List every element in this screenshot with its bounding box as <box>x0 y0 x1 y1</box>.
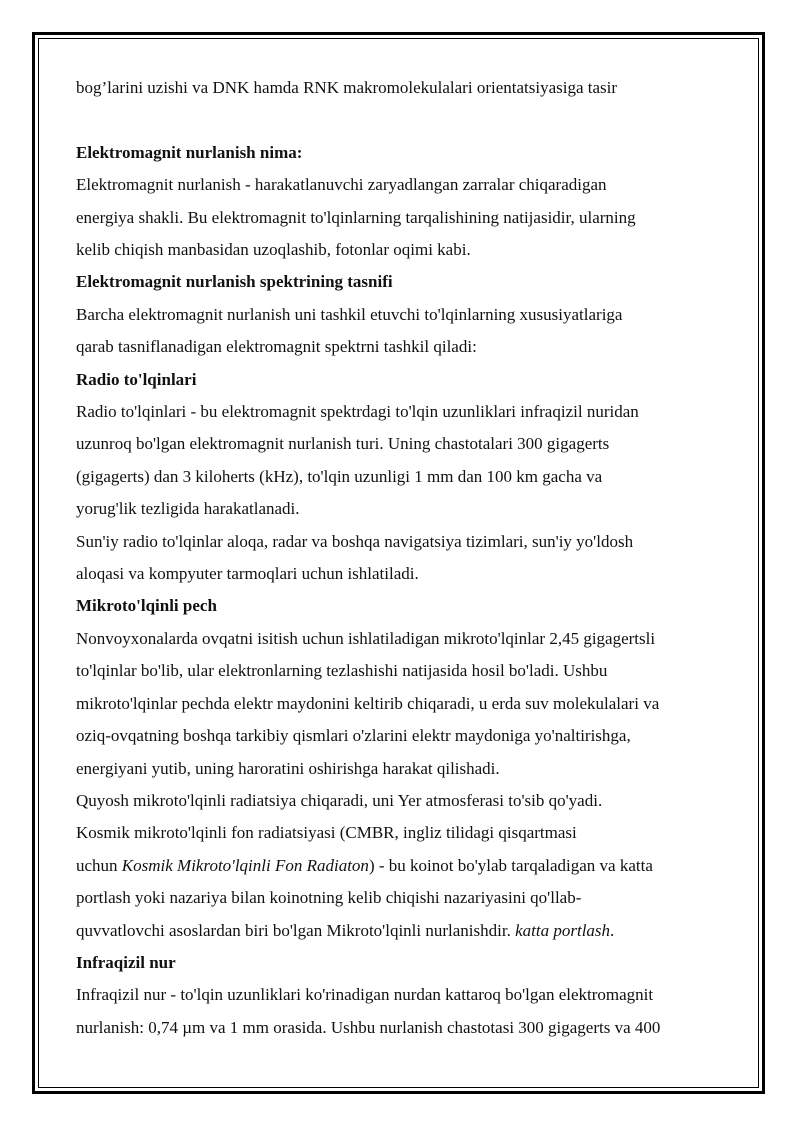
heading-spectrum-classification: Elektromagnit nurlanish spektrining tasnifi <box>76 272 393 292</box>
paragraph-line: Sun'iy radio to'lqinlar aloqa, radar va boshqa navigatsiya tizimlari, sun'iy yo'ldosh <box>76 531 634 551</box>
text-run: ) - bu koinot bo'ylab tarqaladigan va katta <box>368 855 653 875</box>
text-run: uchun <box>76 855 122 875</box>
heading-infrared: Infraqizil nur <box>76 952 176 972</box>
paragraph-line: oziq-ovqatning boshqa tarkibiy qismlari o'zlarini elektr maydoniga yo'naltirishga, <box>76 726 631 746</box>
document-body <box>76 72 736 1044</box>
italic-term: katta portlash <box>515 920 611 940</box>
paragraph-line: to'lqinlar bo'lib, ular elektronlarning tezlashishi natijasida hosil bo'ladi. Ushbu <box>76 661 608 681</box>
text-run: . <box>610 920 615 940</box>
paragraph-line: kelib chiqish manbasidan uzoqlashib, fotonlar oqimi kabi. <box>76 240 471 260</box>
paragraph-line: nurlanish: 0,74 µm va 1 mm orasida. Ushbu nurlanish chastotasi 300 gigagerts va 400 <box>76 1017 661 1037</box>
paragraph-line: Radio to'lqinlari - bu elektromagnit spektrdagi to'lqin uzunliklari infraqizil nuridan <box>76 402 639 422</box>
paragraph-line: mikroto'lqinlar pechda elektr maydonini keltirib chiqaradi, u erda suv molekulalari va <box>76 693 660 713</box>
paragraph-line: energiyani yutib, uning haroratini oshirishga harakat qilishadi. <box>76 758 500 778</box>
paragraph-line: aloqasi va kompyuter tarmoqlari uchun ishlatiladi. <box>76 564 419 584</box>
paragraph-line: Nonvoyxonalarda ovqatni isitish uchun ishlatiladigan mikroto'lqinlar 2,45 gigagertsli <box>76 628 656 648</box>
paragraph-line: yorug'lik tezligida harakatlanadi. <box>76 499 300 519</box>
italic-term: Kosmik Mikroto'lqinli Fon Radiaton <box>121 855 369 875</box>
paragraph-line <box>76 915 736 947</box>
paragraph-line: Quyosh mikroto'lqinli radiatsiya chiqaradi, uni Yer atmosferasi to'sib qo'yadi. <box>76 790 603 810</box>
paragraph-line: Elektromagnit nurlanish - harakatlanuvchi zaryadlangan zarralar chiqaradigan <box>76 175 607 195</box>
paragraph-line: qarab tasniflanadigan elektromagnit spektrni tashkil qiladi: <box>76 337 477 357</box>
text-run: quvvatlovchi asoslardan biri bo'lgan Mikroto'lqinli nurlanishdir. <box>76 920 516 940</box>
heading-microwave-oven: Mikroto'lqinli pech <box>76 596 217 616</box>
paragraph-line: Infraqizil nur - to'lqin uzunliklari ko'rinadigan nurdan kattaroq bo'lgan elektromagnit <box>76 985 654 1005</box>
paragraph-line: Barcha elektromagnit nurlanish uni tashkil etuvchi to'lqinlarning xususiyatlariga <box>76 304 623 324</box>
paragraph-line <box>76 850 736 882</box>
paragraph-gap <box>76 104 736 136</box>
heading-radio-waves: Radio to'lqinlari <box>76 369 197 389</box>
paragraph-line: Kosmik mikroto'lqinli fon radiatsiyasi (CMBR, ingliz tilidagi qisqartmasi <box>76 823 577 843</box>
paragraph-line: uzunroq bo'lgan elektromagnit nurlanish turi. Uning chastotalari 300 gigagerts <box>76 434 610 454</box>
paragraph-line: energiya shakli. Bu elektromagnit to'lqinlarning tarqalishining natijasidir, ularning <box>76 207 636 227</box>
heading-what-is-em: Elektromagnit nurlanish nima: <box>76 142 303 162</box>
paragraph-line: (gigagerts) dan 3 kiloherts (kHz), to'lqin uzunligi 1 mm dan 100 km gacha va <box>76 466 603 486</box>
intro-line: bog’larini uzishi va DNK hamda RNK makromolekulalari orientatsiyasiga tasir <box>76 78 618 97</box>
paragraph-line: portlash yoki nazariya bilan koinotning kelib chiqishi nazariyasini qo'llab- <box>76 888 582 908</box>
